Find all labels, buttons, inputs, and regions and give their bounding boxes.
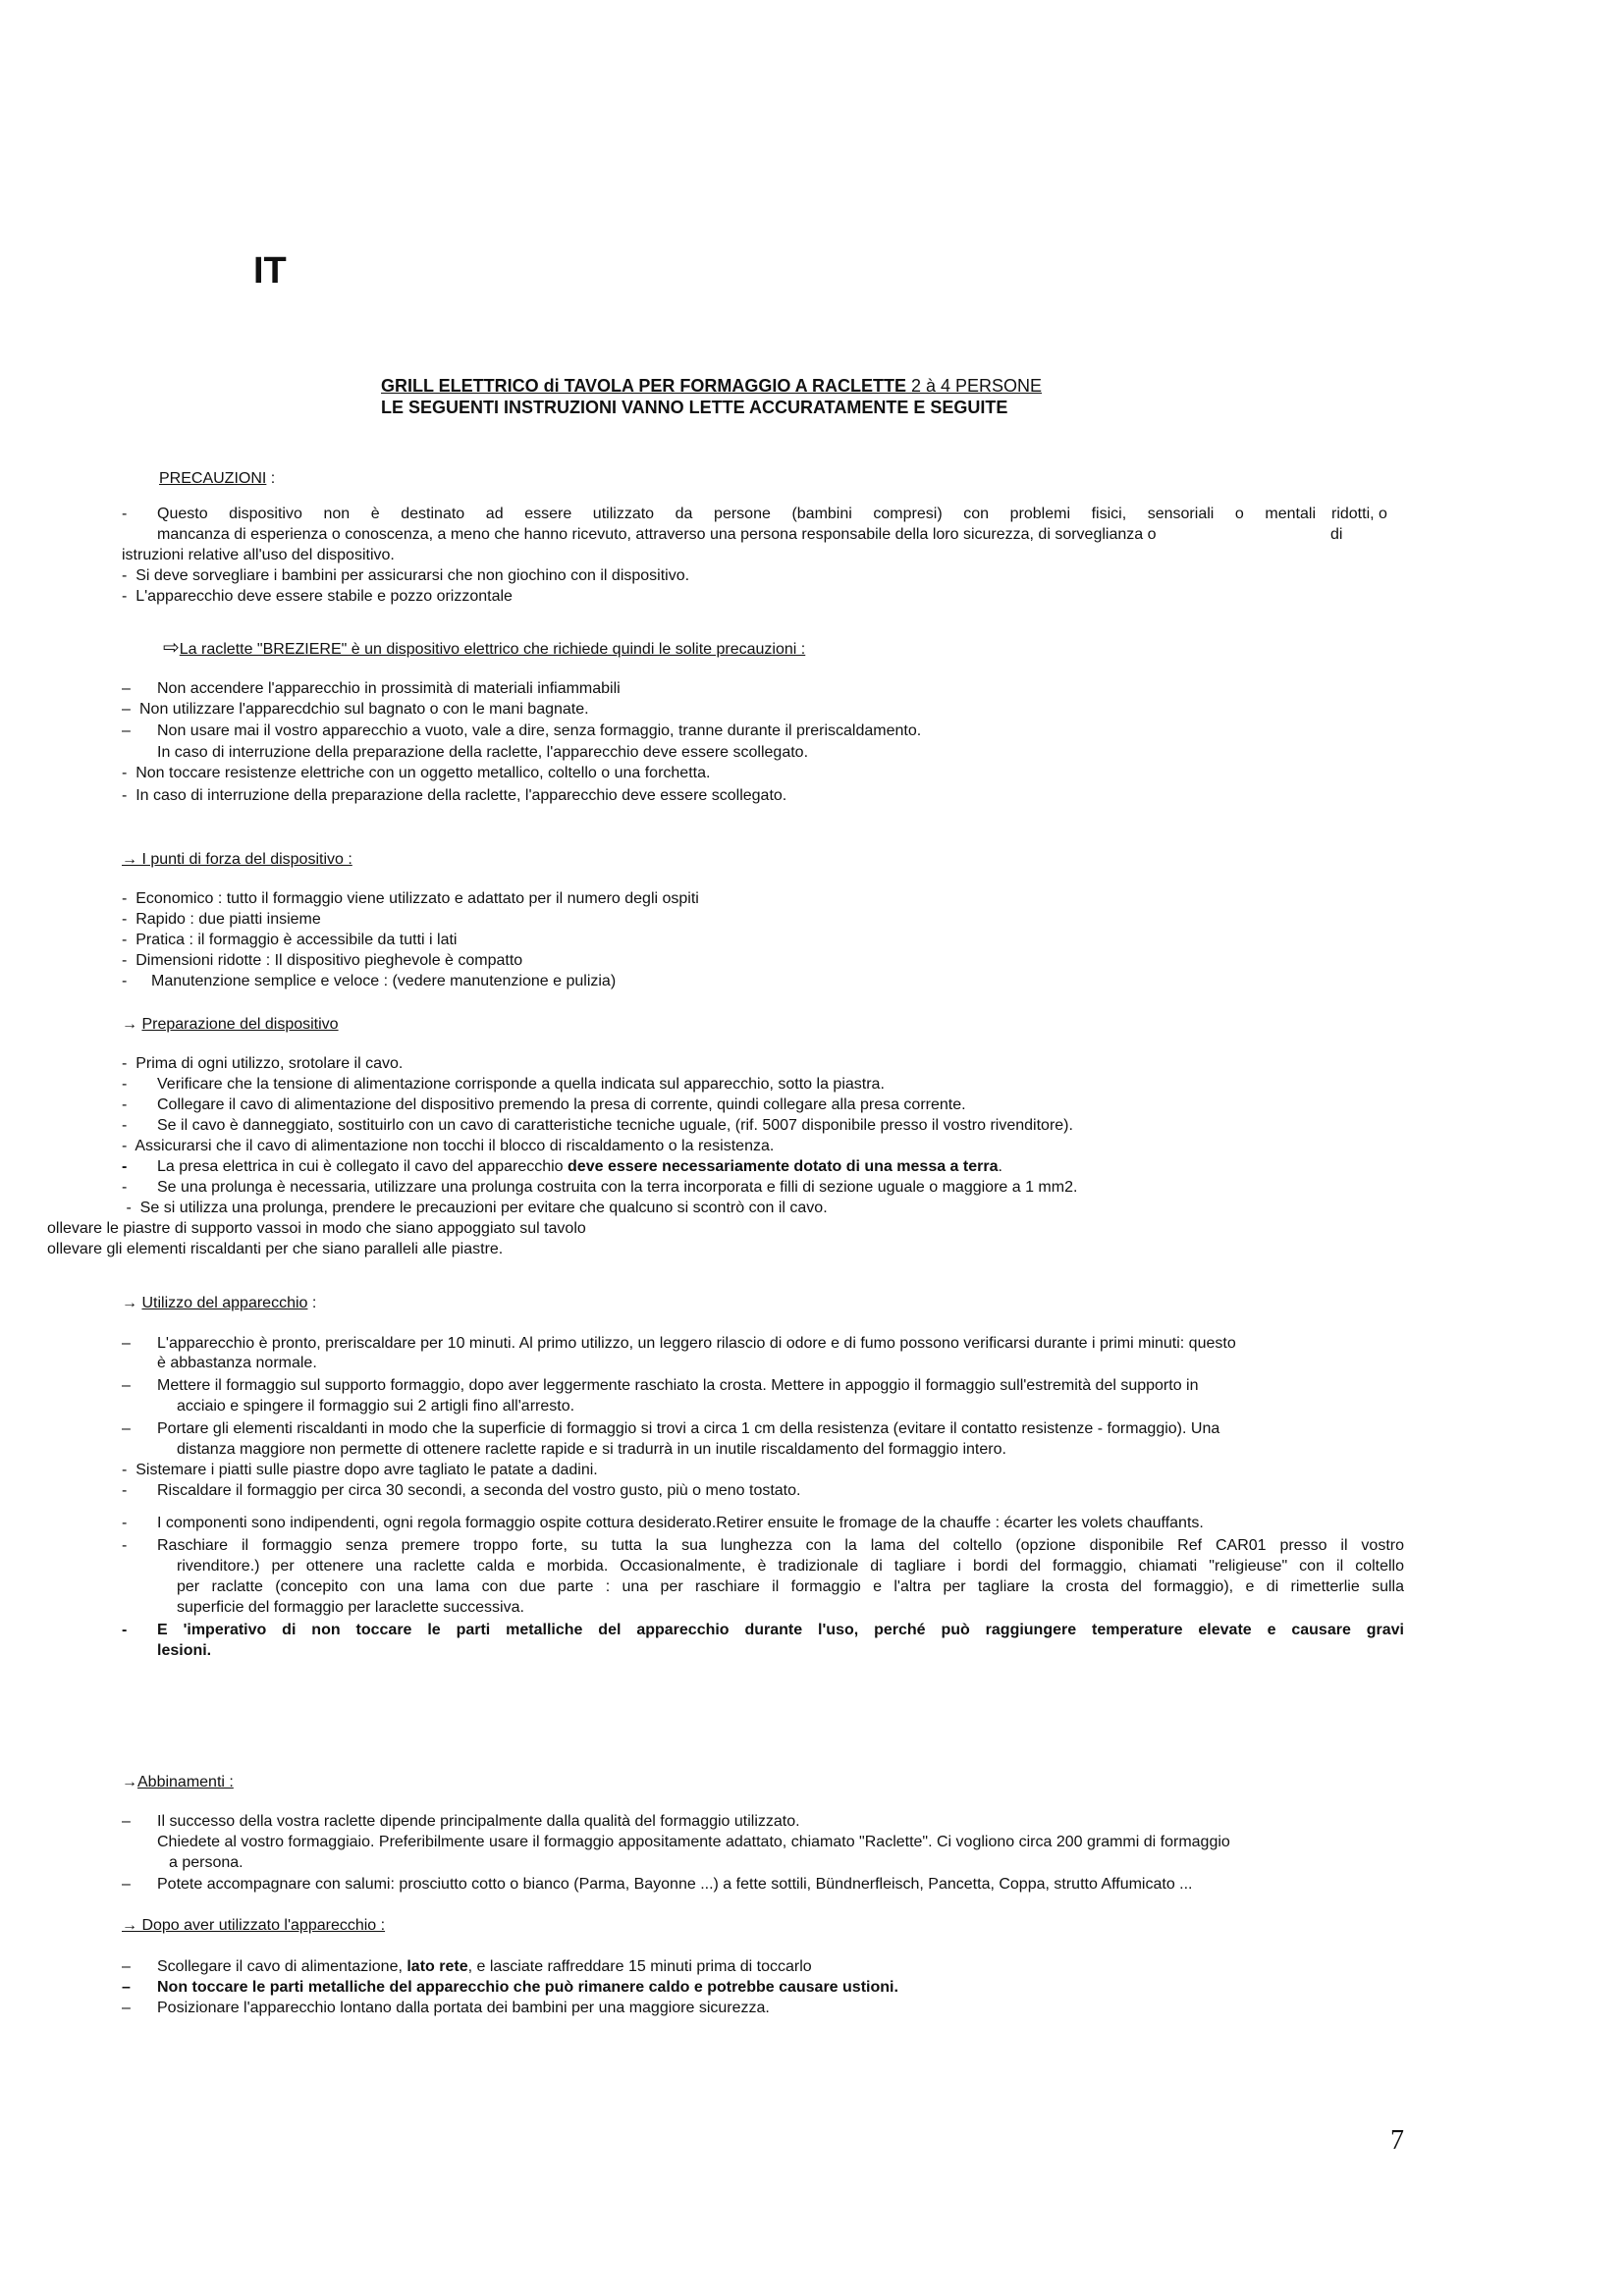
- list-item: acciaio e spingere il formaggio sui 2 artigli fino all'arresto.: [177, 1398, 575, 1415]
- arrow-icon: ⇨: [163, 637, 180, 659]
- bullet-dash: -: [122, 1482, 128, 1499]
- list-item: In caso di interruzione della preparazione della raclette, l'apparecchio deve essere scollegato.: [157, 744, 809, 761]
- list-item: Scollegare il cavo di alimentazione, lato rete, e lasciate raffreddare 15 minuti prima di toccarlo: [157, 1958, 812, 1975]
- bullet-dash: –: [122, 1958, 131, 1975]
- list-item: Posizionare l'apparecchio lontano dalla portata dei bambini per una maggiore sicurezza.: [157, 2000, 770, 2016]
- list-item: Manutenzione semplice e veloce : (vedere manutenzione e pulizia): [151, 973, 617, 989]
- precautions-p1-line1: Questo dispositivo non è destinato ad essere utilizzato da persone (bambini compresi) con problemi fisici, sensoriali o mentali: [157, 506, 1316, 522]
- list-item: - Economico : tutto il formaggio viene utilizzato e adattato per il numero degli ospiti: [122, 890, 699, 907]
- bullet-dash: -: [122, 973, 128, 989]
- precautions-p1-line1-tail: ridotti, o: [1331, 506, 1387, 522]
- list-item: - Se si utilizza una prolunga, prendere le precauzioni per evitare che qualcuno si scontrò con il cavo.: [122, 1200, 828, 1216]
- document-title-line2: LE SEGUENTI INSTRUZIONI VANNO LETTE ACCURATAMENTE E SEGUITE: [381, 398, 1008, 417]
- list-item: - Assicurarsi che il cavo di alimentazione non tocchi il blocco di riscaldamento o la resistenza.: [122, 1138, 775, 1154]
- list-item: Non accendere l'apparecchio in prossimità di materiali infiammabili: [157, 680, 621, 697]
- list-item: - Dimensioni ridotte : Il dispositivo pieghevole è compatto: [122, 952, 523, 969]
- precautions-heading: PRECAUZIONI :: [159, 470, 276, 487]
- list-item: - Rapido : due piatti insieme: [122, 911, 321, 928]
- language-code: IT: [253, 250, 287, 292]
- bullet-dash: -: [122, 1076, 128, 1093]
- warning-text: E 'imperativo di non toccare le parti metalliche del apparecchio durante l'uso, perché può raggiungere temperature elevate e causare gravi: [157, 1622, 1404, 1638]
- list-item: La presa elettrica in cui è collegato il cavo del apparecchio deve essere necessariamente dotato di una messa a terra.: [157, 1158, 1002, 1175]
- list-item: - Si deve sorvegliare i bambini per assicurarsi che non giochino con il dispositivo.: [122, 567, 690, 584]
- bullet-dash: –: [122, 1420, 131, 1437]
- title-persons: 2 à 4 PERSONE: [905, 376, 1043, 396]
- document-title-line1: [381, 376, 1042, 396]
- precautions-p1-line2: mancanza di esperienza o conoscenza, a meno che hanno ricevuto, attraverso una persona responsabile della loro sicurezza, di sorveglianza o: [157, 526, 1157, 543]
- title-bold: GRILL ELETTRICO di TAVOLA PER FORMAGGIO A RACLETTE: [381, 376, 906, 396]
- list-item: Verificare che la tensione di alimentazione corrisponde a quella indicata sul apparecchio, sotto la piastra.: [157, 1076, 885, 1093]
- precautions-p1-line2-tail: di: [1330, 526, 1343, 543]
- list-item: - Non toccare resistenze elettriche con un oggetto metallico, coltello o una forchetta.: [122, 765, 711, 781]
- list-item: Raschiare il formaggio senza premere troppo forte, su tutta la sua lunghezza con la lama del coltello (opzione disponibile Ref CAR01 presso il vostro: [157, 1537, 1404, 1554]
- bullet-dash: -: [122, 1537, 128, 1554]
- list-item: Non toccare le parti metalliche del apparecchio che può rimanere caldo e potrebbe causare ustioni.: [157, 1979, 898, 1996]
- bullet-dash: –: [122, 1876, 131, 1893]
- list-item: Se una prolunga è necessaria, utilizzare una prolunga costruita con la terra incorporata e filli di sezione uguale o maggiore a 1 mm2.: [157, 1179, 1078, 1196]
- list-item: Potete accompagnare con salumi: prosciutto cotto o bianco (Parma, Bayonne ...) a fette sottili, Bündnerfleisch, Pancetta, Coppa, strutto Affumicato ...: [157, 1876, 1193, 1893]
- list-item: Mettere il formaggio sul supporto formaggio, dopo aver leggermente raschiato la crosta. Mettere in appoggio il formaggio sull'estremità del supporto in: [157, 1377, 1199, 1394]
- list-item: ollevare gli elementi riscaldanti per che siano paralleli alle piastre.: [47, 1241, 504, 1257]
- bullet-dash: -: [122, 1179, 128, 1196]
- bullet-dash: –: [122, 1813, 131, 1830]
- list-item: distanza maggiore non permette di ottenere raclette rapide e si tradurrà in un inutile riscaldamento del formaggio intero.: [177, 1441, 1006, 1458]
- list-item: - L'apparecchio deve essere stabile e pozzo orizzontale: [122, 588, 513, 605]
- preparation-heading: → Preparazione del dispositivo: [122, 1016, 339, 1033]
- bullet-dash: –: [122, 1335, 131, 1352]
- list-item: Collegare il cavo di alimentazione del dispositivo premendo la presa di corrente, quindi collegare alla presa corrente.: [157, 1096, 966, 1113]
- list-item: - Prima di ogni utilizzo, srotolare il cavo.: [122, 1055, 404, 1072]
- list-item: Chiedete al vostro formaggiaio. Preferibilmente usare il formaggio appositamente adattato, chiamato "Raclette". Ci vogliono circa 200 grammi di formaggio: [157, 1834, 1230, 1850]
- bullet-dash: –: [122, 722, 131, 739]
- bullet-dash: -: [122, 1158, 128, 1175]
- bullet-dash: -: [122, 1515, 128, 1531]
- bullet-dash: -: [122, 506, 128, 522]
- bullet-dash: –: [122, 680, 131, 697]
- list-item: - In caso di interruzione della preparazione della raclette, l'apparecchio deve essere scollegato.: [122, 787, 787, 804]
- warning-text: lesioni.: [157, 1642, 212, 1659]
- strengths-heading: → I punti di forza del dispositivo :: [122, 851, 352, 868]
- bullet-dash: -: [122, 1096, 128, 1113]
- list-item: ollevare le piastre di supporto vassoi in modo che siano appoggiato sul tavolo: [47, 1220, 586, 1237]
- bullet-dash: -: [122, 1622, 128, 1638]
- list-item: - Pratica : il formaggio è accessibile da tutti i lati: [122, 932, 458, 948]
- list-item: Non usare mai il vostro apparecchio a vuoto, vale a dire, senza formaggio, tranne durante il preriscaldamento.: [157, 722, 922, 739]
- usage-heading: → Utilizzo del apparecchio :: [122, 1295, 317, 1311]
- after-heading: → Dopo aver utilizzato l'apparecchio :: [122, 1917, 386, 1934]
- list-item: rivenditore.) per ottenere una raclette calda e morbida. Occasionalmente, è tradizionale di tagliare i bordi del formaggio, chiamati "religieuse" con il coltello: [177, 1558, 1404, 1575]
- bullet-dash: -: [122, 1117, 128, 1134]
- list-item: è abbastanza normale.: [157, 1355, 317, 1371]
- bullet-dash: –: [122, 1377, 131, 1394]
- list-item: superficie del formaggio per laraclette successiva.: [177, 1599, 524, 1616]
- bullet-dash: –: [122, 701, 131, 718]
- list-item: per raclatte (concepito con una lama con due parte : una per raschiare il formaggio e l'altra per tagliare la crosta del formaggio), e di rimetterlie sulla: [177, 1578, 1404, 1595]
- pairings-heading: →Abbinamenti :: [122, 1774, 234, 1790]
- list-item: - Sistemare i piatti sulle piastre dopo avre tagliato le patate a dadini.: [122, 1462, 598, 1478]
- list-item: L'apparecchio è pronto, preriscaldare per 10 minuti. Al primo utilizzo, un leggero rilascio di odore e di fumo possono verificarsi durante i primi minuti: questo: [157, 1335, 1236, 1352]
- list-item: Se il cavo è danneggiato, sostituirlo con un cavo di caratteristiche tecniche uguale, (rif. 5007 disponibile presso il vostro rivenditore).: [157, 1117, 1073, 1134]
- list-item: a persona.: [169, 1854, 244, 1871]
- list-item: Riscaldare il formaggio per circa 30 secondi, a seconda del vostro gusto, più o meno tostato.: [157, 1482, 801, 1499]
- bullet-dash: –: [122, 1979, 131, 1996]
- precautions-p1-line3: istruzioni relative all'uso del dispositivo.: [122, 547, 395, 563]
- list-item: Non utilizzare l'apparecdchio sul bagnato o con le mani bagnate.: [139, 701, 589, 718]
- page-number: 7: [1390, 2125, 1404, 2156]
- electric-heading: ⇨La raclette "BREZIERE" è un dispositivo elettrico che richiede quindi le solite precauzioni :: [163, 637, 806, 659]
- bullet-dash: –: [122, 2000, 131, 2016]
- list-item: Portare gli elementi riscaldanti in modo che la superficie di formaggio si trovi a circa 1 cm della resistenza (evitare il contatto resistenze - formaggio). Una: [157, 1420, 1220, 1437]
- list-item: Il successo della vostra raclette dipende principalmente dalla qualità del formaggio utilizzato.: [157, 1813, 800, 1830]
- list-item: I componenti sono indipendenti, ogni regola formaggio ospite cottura desiderato.Retirer ensuite le fromage de la chauffe : écarter les volets chauffants.: [157, 1515, 1204, 1531]
